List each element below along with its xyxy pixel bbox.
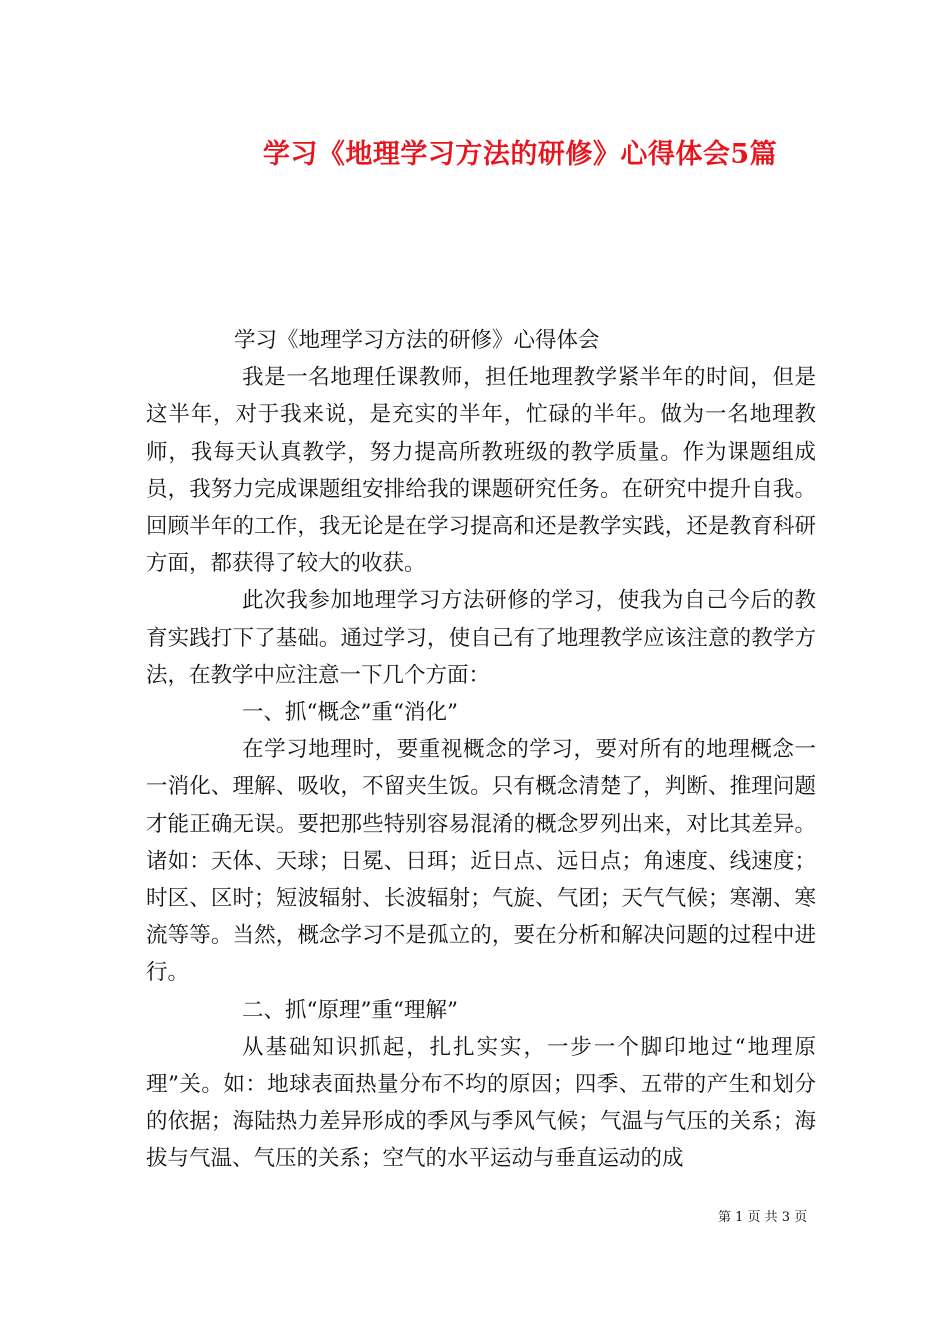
document-body [146, 322, 816, 1178]
page-number: 第 1 页 共 3 页 [718, 1210, 808, 1225]
subtitle: 学习《地理学习方法的研修》心得体会 [234, 328, 600, 353]
document-title [0, 132, 950, 171]
section-heading-1: 一、抓“概念”重“消化” [242, 700, 458, 726]
paragraph-study: 此次我参加地理学习方法研修的学习，使我为自己今后的教育实践打下了基础。通过学习，使自己有了地理教学应该注意的教学方法，在教学中应注意一下几个方面： [146, 588, 816, 688]
title-text: 学习《地理学习方法的研修》心得体会5篇 [262, 139, 778, 170]
paragraph-intro: 我是一名地理任课教师，担任地理教学紧半年的时间，但是这半年，对于我来说，是充实的半年，忙碌的半年。做为一名地理教师，我每天认真教学，努力提高所教班级的教学质量。作为课题组成员，我努力完成课题组安排给我的课题研究任务。在研究中提升自我。回顾半年的工作，我无论是在学习提高和还是教学实践，还是教育科研方面，都获得了较大的收获。 [146, 365, 816, 577]
section-body-2: 从基础知识抓起，扎扎实实，一步一个脚印地过“地理原理”关。如：地球表面热量分布不均的原因；四季、五带的产生和划分的依据；海陆热力差异形成的季风与季风气候；气温与气压的关系；海拔与气温、气压的关系；空气的水平运动与垂直运动的成 [146, 1034, 816, 1172]
section-body-1: 在学习地理时，要重视概念的学习，要对所有的地理概念一一消化、理解、吸收，不留夹生饭。只有概念清楚了，判断、推理问题才能正确无误。要把那些特别容易混淆的概念罗列出来，对比其差异。诸如：天体、天球；日冕、日珥；近日点、远日点；角速度、线速度；时区、区时；短波辐射、长波辐射；气旋、气团；天气气候；寒潮、寒流等等。当然，概念学习不是孤立的，要在分析和解决问题的过程中进行。 [146, 737, 816, 986]
section-heading-2: 二、抓“原理”重“理解” [242, 997, 458, 1023]
